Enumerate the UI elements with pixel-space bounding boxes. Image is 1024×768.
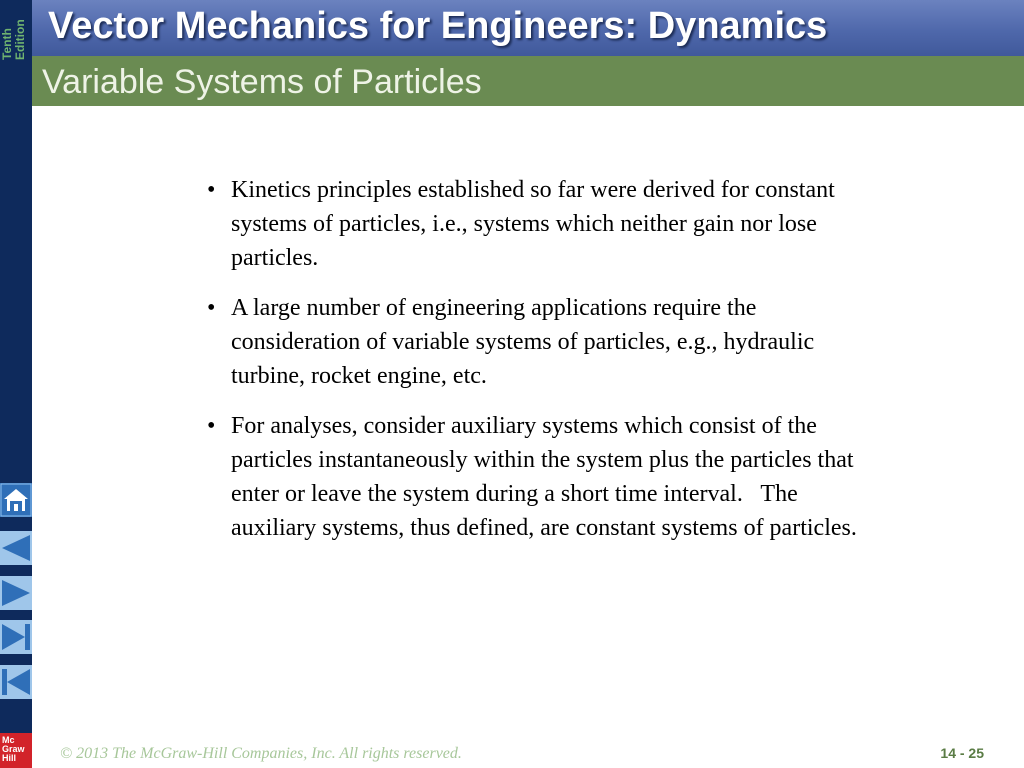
bullet-marker: • xyxy=(207,295,216,321)
first-slide-button[interactable] xyxy=(0,665,32,699)
bullet-item xyxy=(205,409,865,545)
previous-slide-button[interactable] xyxy=(0,531,32,565)
edition-label xyxy=(0,0,32,62)
book-title: Vector Mechanics for Engineers: Dynamics xyxy=(48,5,828,47)
copyright-notice: © 2013 The McGraw-Hill Companies, Inc. All rights reserved. xyxy=(60,745,462,762)
edition-word-2: Edition xyxy=(13,19,27,60)
bullet-text: For analyses, consider auxiliary systems which consist of the particles instantaneously within the system plus the particles that enter or leave the system during a short time interval. The auxiliary systems, thus defined, are constant systems of particles. xyxy=(231,413,860,541)
bullet-marker: • xyxy=(207,413,216,439)
slide-content xyxy=(205,173,865,561)
last-slide-button[interactable] xyxy=(0,620,32,654)
logo-line-2: Graw xyxy=(2,744,25,754)
previous-icon xyxy=(0,531,32,565)
publisher-logo xyxy=(0,733,32,768)
edition-word-1: Tenth xyxy=(0,28,14,60)
next-slide-button[interactable] xyxy=(0,576,32,610)
logo-line-3: Hill xyxy=(2,753,17,763)
bullet-marker: • xyxy=(207,177,216,203)
bullet-item xyxy=(205,291,865,393)
first-slide-icon xyxy=(0,665,32,699)
subheader-bar xyxy=(32,56,1024,106)
bullet-text: Kinetics principles established so far were derived for constant systems of particles, i.e., systems which neither gain nor lose particles. xyxy=(231,177,841,271)
home-button[interactable] xyxy=(0,483,32,517)
bullet-list xyxy=(205,173,865,545)
logo-line-1: Mc xyxy=(2,735,15,745)
page-number: 14 - 25 xyxy=(940,745,984,761)
slide-title: Variable Systems of Particles xyxy=(42,63,482,101)
next-icon xyxy=(0,576,32,610)
bullet-item xyxy=(205,173,865,275)
home-icon xyxy=(0,483,32,517)
bullet-text: A large number of engineering applications require the consideration of variable systems of particles, e.g., hydraulic turbine, rocket engine, etc. xyxy=(231,295,821,389)
header-bar xyxy=(32,0,1024,56)
last-slide-icon xyxy=(0,620,32,654)
